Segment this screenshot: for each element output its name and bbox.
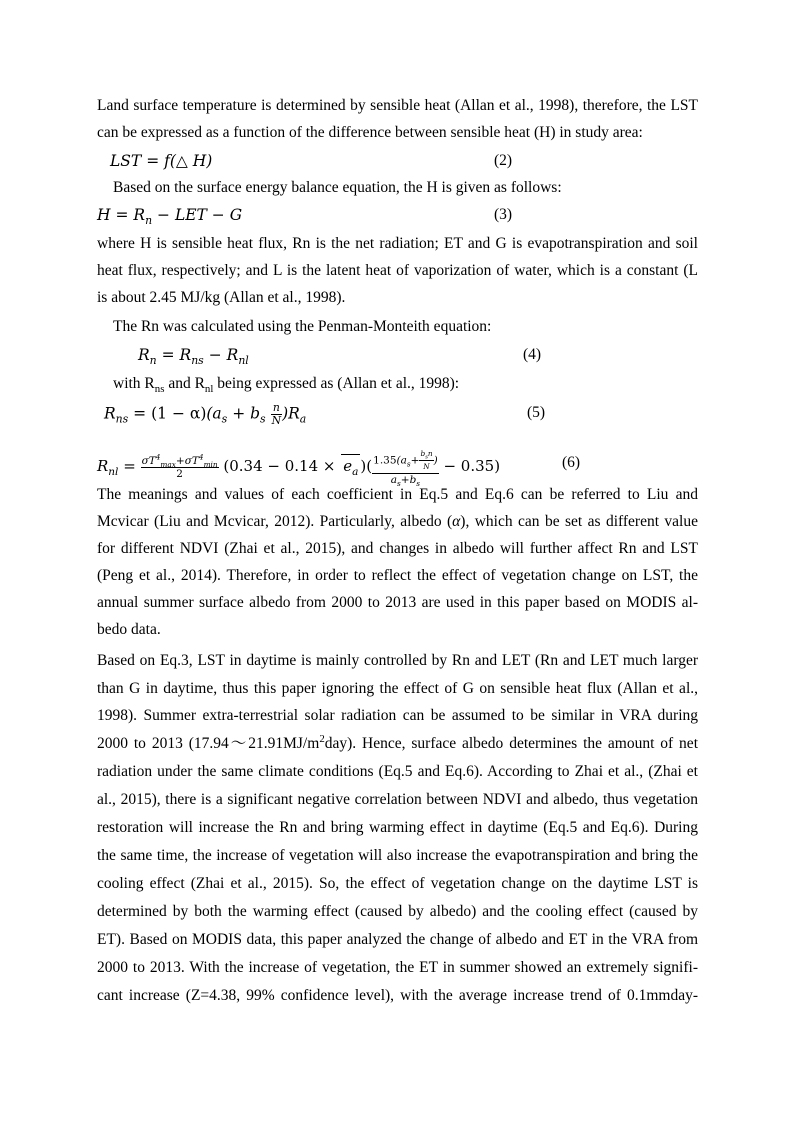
para2-line-4: 2000 to 2013 $(17.94\sim 21.91MJ/m^2day)$. Hence, surface albedo determines the amount of net	[97, 732, 698, 752]
para1-line-3: for different NDVI (Zhai et al., 2015), and changes in albedo will further affect Rn and LST	[97, 540, 698, 557]
para2-line-10: determined by both the warming effect (caused by albedo) and the cooling effect (caused by	[97, 903, 698, 920]
def-line-2: heat flux, respectively; and L is the latent heat of vaporization of water, which is a constant (L	[97, 262, 698, 279]
eq2-rhs: f(△ H)	[164, 152, 213, 170]
para1-line-4: (Peng et al., 2014). Therefore, in order to reflect the effect of vegetation change on LST, the	[97, 567, 698, 584]
def-line-3: is about 2.45 MJ/kg (Allan et al., 1998).	[97, 289, 346, 306]
intro-line-2: can be expressed as a function of the difference between sensible heat (H) in study area:	[97, 124, 643, 141]
eq6-tail: − 0.35)	[443, 457, 501, 475]
para1-line-1: The meanings and values of each coefficient in Eq.5 and Eq.6 can be referred to Liu and	[97, 486, 698, 503]
para2-line-11: ET). Based on MODIS data, this paper analyzed the change of albedo and ET in the VRA from	[97, 931, 698, 948]
eq5-number: (5)	[527, 404, 546, 421]
eq3-number: (3)	[494, 206, 513, 223]
para2-line-12: 2000 to 2013. With the increase of vegetation, the ET in summer showed an extremely signifi-	[97, 959, 698, 976]
para2-line-1: Based on Eq.3, LST in daytime is mainly controlled by Rn and LET (Rn and LET much larger	[97, 652, 698, 669]
eq2-number: (2)	[494, 152, 513, 169]
para1-line-5: annual summer surface albedo from 2000 to 2013 are used in this paper based on MODIS al-	[97, 594, 698, 611]
para2-line-9: cooling effect (Zhai et al., 2015). So, the effect of vegetation change on the daytime LST is	[97, 875, 698, 892]
eq2-lhs: LST	[110, 152, 142, 170]
def-line-1: where H is sensible heat flux, Rn is the net radiation; ET and G is evapotranspiration and soil	[97, 235, 698, 252]
equation-5: $R_{ns} = (1 - \alpha)(a_s + b_s$ $\frac{n}{N}$ )$R_a$	[104, 401, 307, 427]
eq5-factor: (1 − α)	[151, 404, 207, 423]
para2-line-3: 1998). Summer extra-terrestrial solar radiation can be assumed to be similar in VRA during	[97, 707, 698, 724]
equation-6: $R_{nl}$ = $\frac{\sigma T^4_{max}+\sigma T^4_{min}}{2}$ ($0.34 - 0.14 \times e_a$ )( $1.35(a_s+$ $\frac{b_sn}{N}$ ) $a_s+b_s$ − 0.35)	[97, 449, 501, 489]
para2-line-6: al., 2015), there is a significant negative correlation between NDVI and albedo, thus vegetation	[97, 791, 698, 808]
para2-line-13: cant increase (Z=4.38, 99% confidence level), with the average increase trend of 0.1mmday-	[97, 987, 698, 1004]
eq3-lhs: H	[97, 206, 111, 224]
equation-4: $R_n = R_{ns} - R_{nl}$	[138, 346, 249, 368]
eq3-rhs: LET − G	[174, 206, 243, 224]
eq4-number: (4)	[523, 346, 542, 363]
para2-line-2: than G in daytime, thus this paper ignoring the effect of G on sensible heat flux (Allan et al.,	[97, 680, 698, 697]
para2-line-7: restoration will increase the Rn and bring warming effect in daytime (Eq.5 and Eq.6). During	[97, 819, 698, 836]
eq6-number: (6)	[562, 454, 581, 471]
para2-line-5: radiation under the same climate conditions (Eq.5 and Eq.6). According to Zhai et al., (Zhai et	[97, 763, 698, 780]
para2-line-8: the same time, the increase of vegetation will also increase the evapotranspiration and bring the	[97, 847, 698, 864]
equation-3: $H = R_n$ − LET − G	[97, 206, 243, 228]
para1-line-6: bedo data.	[97, 621, 161, 638]
energy-intro: Based on the surface energy balance equation, the H is given as follows:	[113, 179, 562, 196]
para1-line-2: Mcvicar (Liu and Mcvicar, 2012). Particularly, albedo (α), which can be set as different value	[97, 513, 698, 530]
intro-line-1: Land surface temperature is determined by sensible heat (Allan et al., 1998), therefore, the LST	[97, 97, 698, 114]
equation-2: LST = f(△ H)	[110, 152, 213, 170]
rn-intro: The Rn was calculated using the Penman-Monteith equation:	[113, 318, 492, 335]
with-line: with $R_{ns}$ and $R_{nl}$ being expressed as (Allan et al., 1998):	[113, 375, 460, 396]
eq6-mid: (0.34 − 0.14 ×	[223, 457, 336, 475]
